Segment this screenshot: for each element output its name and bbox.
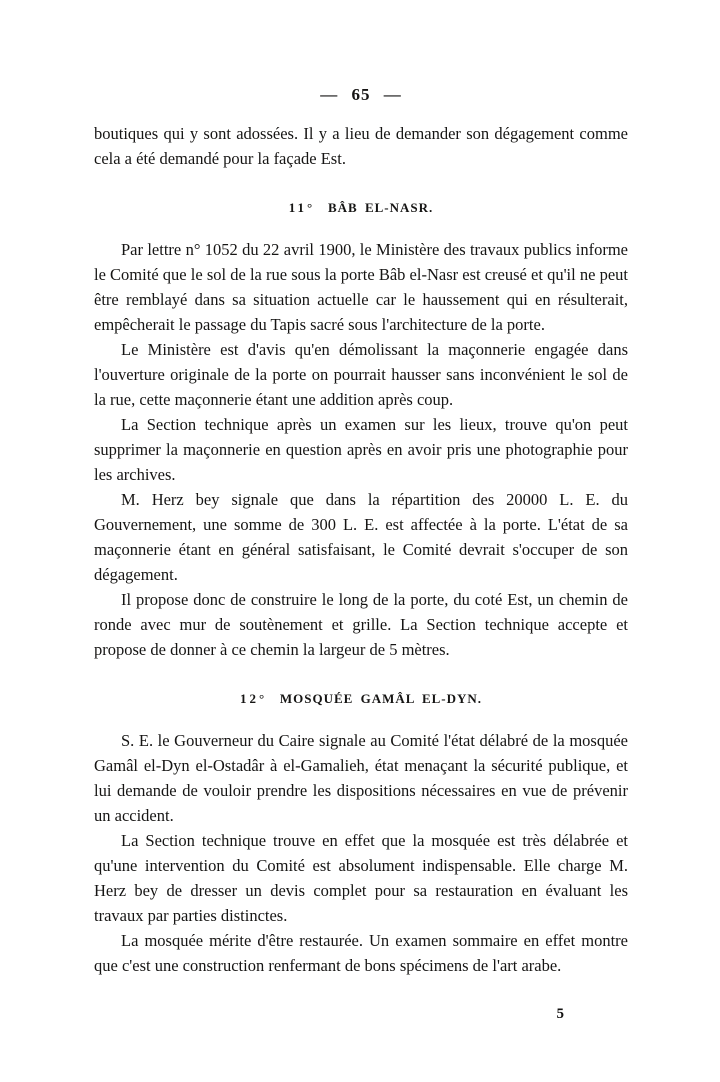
paragraph: Le Ministère est d'avis qu'en démolissant la maçonnerie engagée dans l'ouverture originale de la porte on pourrait hausser sans inconvénient le sol de la rue, cette maçonnerie étant une addition après coup. [94,340,628,409]
paragraph: La Section technique après un examen sur les lieux, trouve qu'on peut supprimer la maçonnerie en question après en avoir pris une photographie pour les archives. [94,415,628,484]
paragraph: S. E. le Gouverneur du Caire signale au Comité l'état délabré de la mosquée Gamâl el-Dyn el-Ostadâr à el-Gamalieh, état menaçant la sécurité publique, et lui demande de vouloir prendre les dispositions nécessaires en vue de prévenir un accident. [94,731,628,825]
paragraph: La Section technique trouve en effet que la mosquée est très délabrée et qu'une intervention du Comité est absolument indispensable. Elle charge M. Herz bey de dresser un devis complet pour sa restauration en évaluant les travaux par parties distinctes. [94,831,628,925]
page-number-header: — 65 — [320,85,402,104]
section-title: MOSQUÉE GAMÂL EL-DYN. [279,691,483,706]
signature-mark: 5 [556,1006,564,1022]
body-text [94,121,628,978]
section-heading-bab-el-nasr [94,195,628,220]
paragraph: La mosquée mérite d'être restaurée. Un examen sommaire en effet montre que c'est une construction renfermant de bons spécimens de l'art arabe. [94,931,628,975]
section-title: BÂB EL-NASR. [327,200,434,215]
section-number: 12° [239,691,268,706]
paragraph: Il propose donc de construire le long de la porte, du coté Est, un chemin de ronde avec mur de soutènement et grille. La Section technique accepte et propose de donner à ce chemin la largeur de 5 mètres. [94,590,628,659]
paragraph: M. Herz bey signale que dans la répartition des 20000 L. E. du Gouvernement, une somme de 300 L. E. est affectée à la porte. L'état de sa maçonnerie étant en général satisfaisant, le Comité devrait s'occuper de son dégagement. [94,490,628,584]
paragraph: Par lettre n° 1052 du 22 avril 1900, le Ministère des travaux publics informe le Comité que le sol de la rue sous la porte Bâb el-Nasr est creusé et qu'il ne peut être remblayé dans sa situation actuelle car le haussement qui en résulterait, empêcherait le passage du Tapis sacré sous l'architecture de la porte. [94,240,628,334]
section-heading-mosquee-gamal-el-dyn [94,686,628,711]
paragraph-continuation: boutiques qui y sont adossées. Il y a lieu de demander son dégagement comme cela a été demandé pour la façade Est. [94,124,628,168]
section-number: 11° [288,200,316,215]
